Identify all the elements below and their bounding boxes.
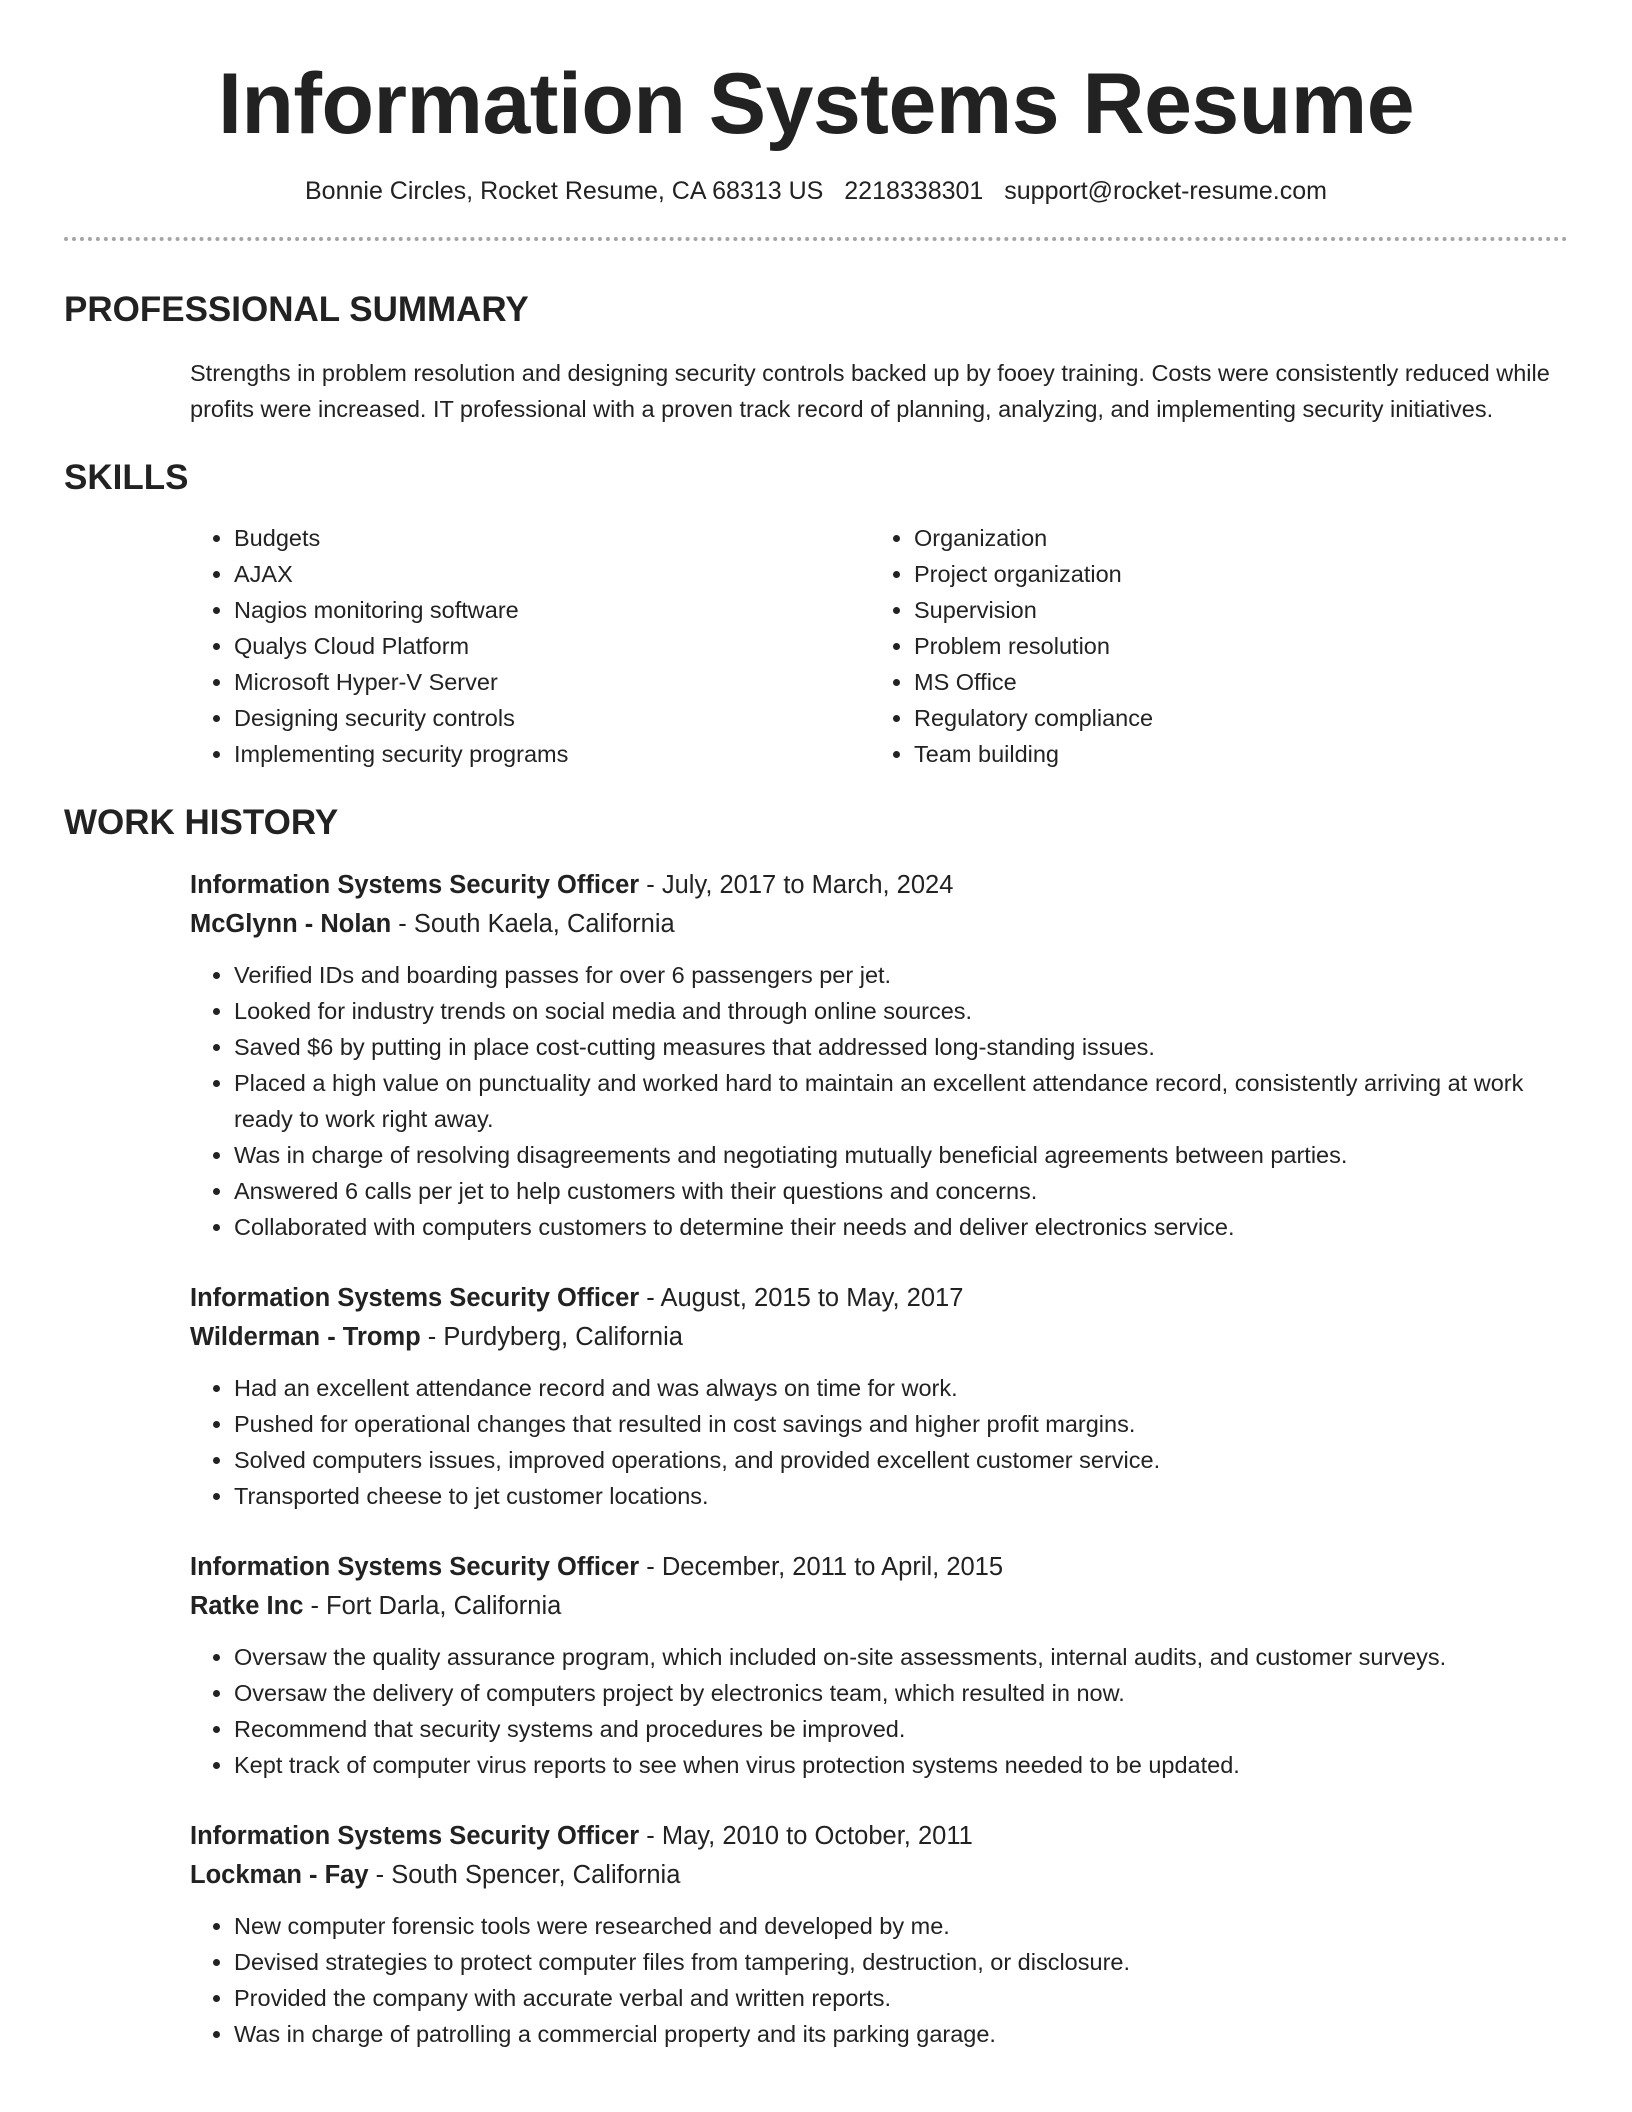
work-history-heading: WORK HISTORY — [64, 803, 339, 842]
skill-item: • Designing security controls — [234, 700, 870, 736]
job-dates: - August, 2015 to May, 2017 — [639, 1284, 964, 1312]
job-bullets — [190, 957, 1568, 1245]
skills-heading: SKILLS — [64, 458, 189, 497]
job-title-line — [190, 866, 1568, 905]
job-bullet: • Provided the company with accurate verbal and written reports. — [234, 1980, 1568, 2016]
job-bullets — [190, 1639, 1568, 1783]
job-bullet: • Recommend that security systems and procedures be improved. — [234, 1711, 1568, 1747]
contact-phone: 2218338301 — [844, 177, 984, 205]
skill-item: • Project organization — [914, 556, 1568, 592]
job-location: - South Spencer, California — [368, 1861, 681, 1889]
job-company: McGlynn - Nolan — [190, 910, 392, 938]
contact-line — [64, 175, 1568, 207]
job-bullet: • New computer forensic tools were researched and developed by me. — [234, 1908, 1568, 1944]
skill-item: • AJAX — [234, 556, 870, 592]
skills-column-right — [870, 520, 1568, 772]
job-dates: - December, 2011 to April, 2015 — [639, 1553, 1004, 1581]
job-title-line — [190, 1279, 1568, 1318]
job-bullet: • Collaborated with computers customers to determine their needs and deliver electronics service. — [234, 1209, 1568, 1245]
job-bullet: • Pushed for operational changes that resulted in cost savings and higher profit margins. — [234, 1406, 1568, 1442]
skill-item: • MS Office — [914, 664, 1568, 700]
job-bullet: • Oversaw the delivery of computers project by electronics team, which resulted in now. — [234, 1675, 1568, 1711]
job-bullet: • Devised strategies to protect computer files from tampering, destruction, or disclosure. — [234, 1944, 1568, 1980]
job-location: - South Kaela, California — [391, 910, 675, 938]
job-title: Information Systems Security Officer — [190, 1553, 640, 1581]
job-title: Information Systems Security Officer — [190, 871, 640, 899]
job-entry — [190, 866, 1568, 1245]
contact-email: support@rocket-resume.com — [1004, 177, 1327, 205]
skill-item: • Budgets — [234, 520, 870, 556]
skill-item: • Problem resolution — [914, 628, 1568, 664]
job-company-line — [190, 1318, 1568, 1357]
job-bullet: • Placed a high value on punctuality and worked hard to maintain an excellent attendance record, consistently arriving at work ready to work right away. — [234, 1065, 1568, 1137]
job-bullets — [190, 1908, 1568, 2052]
job-bullets — [190, 1370, 1568, 1514]
skills-column-left — [190, 520, 870, 772]
job-bullet: • Solved computers issues, improved operations, and provided excellent customer service. — [234, 1442, 1568, 1478]
job-bullet: • Kept track of computer virus reports to see when virus protection systems needed to be updated. — [234, 1747, 1568, 1783]
job-company: Ratke Inc — [190, 1592, 304, 1620]
job-entry — [190, 1817, 1568, 2052]
skill-item: • Team building — [914, 736, 1568, 772]
job-company-line — [190, 905, 1568, 944]
skill-item: • Nagios monitoring software — [234, 592, 870, 628]
job-bullet: • Saved $6 by putting in place cost-cutting measures that addressed long-standing issues. — [234, 1029, 1568, 1065]
job-bullet: • Was in charge of resolving disagreements and negotiating mutually beneficial agreements between parties. — [234, 1137, 1568, 1173]
job-location: - Fort Darla, California — [303, 1592, 562, 1620]
skill-item: • Supervision — [914, 592, 1568, 628]
job-bullet: • Looked for industry trends on social media and through online sources. — [234, 993, 1568, 1029]
job-bullet: • Answered 6 calls per jet to help customers with their questions and concerns. — [234, 1173, 1568, 1209]
job-title-line — [190, 1548, 1568, 1587]
job-location: - Purdyberg, California — [420, 1323, 683, 1351]
job-company-line — [190, 1587, 1568, 1626]
header-divider — [64, 237, 1568, 241]
job-dates: - May, 2010 to October, 2011 — [639, 1822, 973, 1850]
skills-list — [190, 520, 1568, 772]
job-company: Wilderman - Tromp — [190, 1323, 421, 1351]
job-bullet: • Transported cheese to jet customer locations. — [234, 1478, 1568, 1514]
contact-address: Bonnie Circles, Rocket Resume, CA 68313 US — [305, 177, 824, 205]
skill-item: • Microsoft Hyper-V Server — [234, 664, 870, 700]
summary-heading: PROFESSIONAL SUMMARY — [64, 290, 529, 329]
job-entry — [190, 1548, 1568, 1783]
job-title: Information Systems Security Officer — [190, 1822, 640, 1850]
summary-text: Strengths in problem resolution and designing security controls backed up by fooey training. Costs were consistently reduced while profits were increased. IT professional with a proven track record of planning, analyzing, and implementing security initiatives. — [190, 360, 1550, 422]
skill-item: • Regulatory compliance — [914, 700, 1568, 736]
job-title: Information Systems Security Officer — [190, 1284, 640, 1312]
job-company-line — [190, 1856, 1568, 1895]
job-title-line — [190, 1817, 1568, 1856]
job-bullet: • Verified IDs and boarding passes for over 6 passengers per jet. — [234, 957, 1568, 993]
job-bullet: • Oversaw the quality assurance program, which included on-site assessments, internal audits, and customer surveys. — [234, 1639, 1568, 1675]
resume-title: Information Systems Resume — [217, 56, 1415, 152]
skill-item: • Implementing security programs — [234, 736, 870, 772]
job-bullet: • Had an excellent attendance record and was always on time for work. — [234, 1370, 1568, 1406]
skill-item: • Organization — [914, 520, 1568, 556]
job-bullet: • Was in charge of patrolling a commercial property and its parking garage. — [234, 2016, 1568, 2052]
job-entry — [190, 1279, 1568, 1514]
job-dates: - July, 2017 to March, 2024 — [639, 871, 954, 899]
skill-item: • Qualys Cloud Platform — [234, 628, 870, 664]
job-company: Lockman - Fay — [190, 1861, 369, 1889]
